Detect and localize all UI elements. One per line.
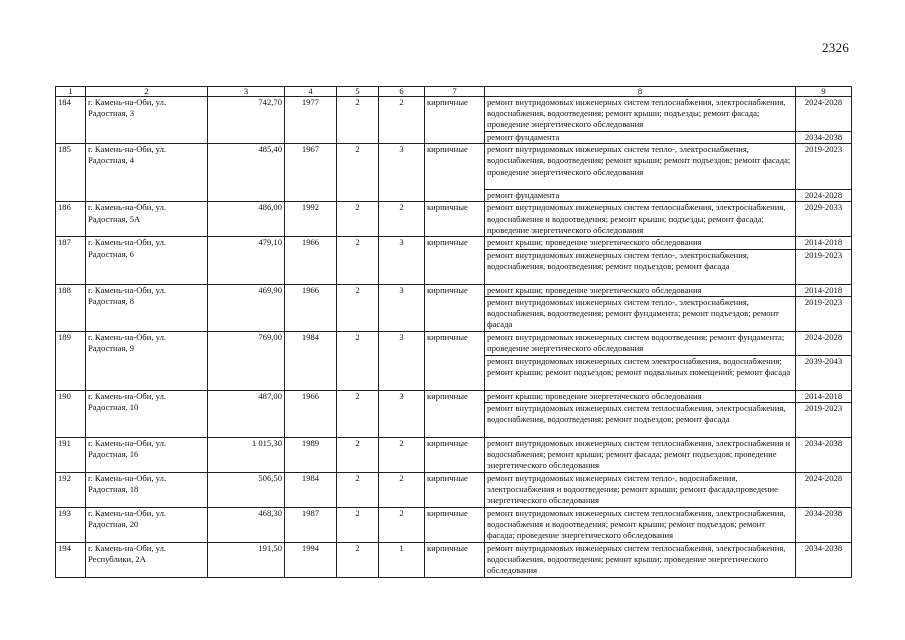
material-cell: кирпичные xyxy=(425,331,485,390)
column-header: 5 xyxy=(337,87,379,97)
row-number: 186 xyxy=(56,202,86,237)
repair-period-cell: 2019-2023 xyxy=(796,296,852,331)
row-number: 187 xyxy=(56,237,86,284)
work-description-cell: ремонт крыши; проведение энергетического обследования xyxy=(485,284,796,296)
table-row xyxy=(56,144,852,190)
entrances-cell: 3 xyxy=(379,284,425,331)
address-cell: г. Камень-на-Оби, ул. Республики, 2А xyxy=(86,543,208,578)
floors-cell: 2 xyxy=(337,438,379,473)
area-cell: 487,00 xyxy=(208,390,285,437)
year-cell: 1984 xyxy=(285,331,337,390)
column-header: 2 xyxy=(86,87,208,97)
floors-cell: 2 xyxy=(337,144,379,202)
year-cell: 1992 xyxy=(285,202,337,237)
repair-period-cell: 2014-2018 xyxy=(796,284,852,296)
year-cell: 1987 xyxy=(285,508,337,543)
work-description-cell: ремонт внутридомовых инженерных систем тепло-, электроснабжения, водоснабжения, водоотведения; ремонт подъездов; ремонт фасада xyxy=(485,249,796,284)
column-header: 9 xyxy=(796,87,852,97)
repair-period-cell: 2014-2018 xyxy=(796,237,852,249)
year-cell: 1966 xyxy=(285,237,337,284)
area-cell: 742,70 xyxy=(208,97,285,144)
work-description-cell: ремонт внутридомовых инженерных систем теплоснабжения, электроснабжения, водоснабжения, водоотведения; ремонт крыши; проведение энергетического обследования xyxy=(485,543,796,578)
table-row xyxy=(56,390,852,402)
address-cell: г. Камень-на-Оби, ул. Радостная, 16 xyxy=(86,438,208,473)
repair-period-cell: 2034-2038 xyxy=(796,543,852,578)
entrances-cell: 2 xyxy=(379,97,425,144)
column-header: 3 xyxy=(208,87,285,97)
work-description-cell: ремонт внутридомовых инженерных систем тепло-, электроснабжения, водоснабжения, водоотведения; ремонт фундамента; ремонт подъездов; ремонт фасада xyxy=(485,296,796,331)
header-row xyxy=(56,87,852,97)
work-description-cell: ремонт внутридомовых инженерных систем водоотведения; ремонт фундамента; проведение энергетического обследования xyxy=(485,331,796,355)
entrances-cell: 1 xyxy=(379,543,425,578)
address-cell: г. Камень-на-Оби, ул. Радостная, 20 xyxy=(86,508,208,543)
row-number: 191 xyxy=(56,438,86,473)
material-cell: кирпичные xyxy=(425,144,485,202)
area-cell: 1 015,30 xyxy=(208,438,285,473)
row-number: 188 xyxy=(56,284,86,331)
repair-period-cell: 2034-2038 xyxy=(796,132,852,144)
page-number: 2326 xyxy=(822,40,850,55)
area-cell: 469,90 xyxy=(208,284,285,331)
table-row xyxy=(56,202,852,237)
year-cell: 1967 xyxy=(285,144,337,202)
floors-cell: 2 xyxy=(337,390,379,437)
repair-period-cell: 2024-2028 xyxy=(796,473,852,508)
column-header: 6 xyxy=(379,87,425,97)
address-cell: г. Камень-на-Оби, ул. Радостная, 6 xyxy=(86,237,208,284)
address-cell: г. Камень-на-Оби, ул. Радостная, 8 xyxy=(86,284,208,331)
repair-period-cell: 2024-2028 xyxy=(796,331,852,355)
material-cell: кирпичные xyxy=(425,508,485,543)
repair-period-cell: 2014-2018 xyxy=(796,390,852,402)
repair-period-cell: 2034-2038 xyxy=(796,508,852,543)
floors-cell: 2 xyxy=(337,331,379,390)
repair-period-cell: 2029-2033 xyxy=(796,202,852,237)
row-number: 194 xyxy=(56,543,86,578)
repair-period-cell: 2034-2038 xyxy=(796,438,852,473)
row-number: 190 xyxy=(56,390,86,437)
year-cell: 1984 xyxy=(285,473,337,508)
address-cell: г. Камень-на-Оби, ул. Радостная, 9 xyxy=(86,331,208,390)
table-row xyxy=(56,331,852,355)
column-header: 4 xyxy=(285,87,337,97)
repair-period-cell: 2039-2043 xyxy=(796,355,852,390)
material-cell: кирпичные xyxy=(425,543,485,578)
row-number: 185 xyxy=(56,144,86,202)
material-cell: кирпичные xyxy=(425,237,485,284)
entrances-cell: 2 xyxy=(379,508,425,543)
repair-period-cell: 2019-2023 xyxy=(796,144,852,190)
table-row xyxy=(56,284,852,296)
housing-repair-table xyxy=(55,86,852,578)
address-cell: г. Камень-на-Оби, ул. Радостная, 10 xyxy=(86,390,208,437)
table-row xyxy=(56,97,852,132)
floors-cell: 2 xyxy=(337,543,379,578)
repair-period-cell: 2019-2023 xyxy=(796,403,852,438)
area-cell: 468,30 xyxy=(208,508,285,543)
column-header: 7 xyxy=(425,87,485,97)
table-body xyxy=(56,97,852,578)
material-cell: кирпичные xyxy=(425,284,485,331)
address-cell: г. Камень-на-Оби, ул. Радостная, 4 xyxy=(86,144,208,202)
row-number: 193 xyxy=(56,508,86,543)
entrances-cell: 3 xyxy=(379,237,425,284)
row-number: 184 xyxy=(56,97,86,144)
repair-period-cell: 2024-2028 xyxy=(796,190,852,202)
table-row xyxy=(56,237,852,249)
work-description-cell: ремонт крыши; проведение энергетического обследования xyxy=(485,390,796,402)
entrances-cell: 2 xyxy=(379,202,425,237)
work-description-cell: ремонт внутридомовых инженерных систем электроснабжения, водоснабжения; ремонт крыши; ремонт подъездов; ремонт подвальных помещений; ремонт фасада xyxy=(485,355,796,390)
material-cell: кирпичные xyxy=(425,97,485,144)
column-header: 1 xyxy=(56,87,86,97)
material-cell: кирпичные xyxy=(425,390,485,437)
area-cell: 486,00 xyxy=(208,202,285,237)
work-description-cell: ремонт внутридомовых инженерных систем теплоснабжения, электроснабжения, водоснабжения и водоотведения; ремонт крыши; подъезды; ремонт фасада; проведение энергетического обследования xyxy=(485,202,796,237)
area-cell: 485,40 xyxy=(208,144,285,202)
repair-period-cell: 2024-2028 xyxy=(796,97,852,132)
column-header: 8 xyxy=(485,87,796,97)
entrances-cell: 2 xyxy=(379,473,425,508)
year-cell: 1994 xyxy=(285,543,337,578)
repair-period-cell: 2019-2023 xyxy=(796,249,852,284)
entrances-cell: 3 xyxy=(379,331,425,390)
floors-cell: 2 xyxy=(337,473,379,508)
address-cell: г. Камень-на-Оби, ул. Радостная, 3 xyxy=(86,97,208,144)
work-description-cell: ремонт внутридомовых инженерных систем теплоснабжения, электроснабжения, водоснабжения и водоотведения; ремонт крыши; ремонт подъездов; ремонт фасада; проведение энергетического обследования xyxy=(485,508,796,543)
material-cell: кирпичные xyxy=(425,202,485,237)
table-row xyxy=(56,508,852,543)
year-cell: 1977 xyxy=(285,97,337,144)
entrances-cell: 2 xyxy=(379,438,425,473)
area-cell: 479,10 xyxy=(208,237,285,284)
work-description-cell: ремонт внутридомовых инженерных систем теплоснабжения, электроснабжения, водоснабжения, водоотведения; ремонт подъездов; ремонт фасада xyxy=(485,403,796,438)
table-row xyxy=(56,543,852,578)
row-number: 192 xyxy=(56,473,86,508)
row-number: 189 xyxy=(56,331,86,390)
table-row xyxy=(56,473,852,508)
material-cell: кирпичные xyxy=(425,438,485,473)
floors-cell: 2 xyxy=(337,97,379,144)
entrances-cell: 3 xyxy=(379,144,425,202)
work-description-cell: ремонт внутридомовых инженерных систем теплоснабжения, электроснабжения и водоснабжения; ремонт крыши; ремонт фасада; ремонт подъездов; проведение энергетического обследования xyxy=(485,438,796,473)
year-cell: 1966 xyxy=(285,284,337,331)
address-cell: г. Камень-на-Оби, ул. Радостная, 18 xyxy=(86,473,208,508)
floors-cell: 2 xyxy=(337,508,379,543)
floors-cell: 2 xyxy=(337,237,379,284)
material-cell: кирпичные xyxy=(425,473,485,508)
year-cell: 1989 xyxy=(285,438,337,473)
area-cell: 769,00 xyxy=(208,331,285,390)
work-description-cell: ремонт внутридомовых инженерных систем теплоснабжения, электроснабжения, водоснабжения, водоотведения; ремонт крыши; подъезды; ремонт фасада; проведение энергетического обследования xyxy=(485,97,796,132)
table-row xyxy=(56,438,852,473)
floors-cell: 2 xyxy=(337,202,379,237)
work-description-cell: ремонт внутридомовых инженерных систем тепло-, электроснабжения, водоснабжения, водоотведения; ремонт крыши; ремонт подъездов; ремонт фасада; проведение энергетического обследования xyxy=(485,144,796,190)
area-cell: 191,50 xyxy=(208,543,285,578)
work-description-cell: ремонт крыши; проведение энергетического обследования xyxy=(485,237,796,249)
floors-cell: 2 xyxy=(337,284,379,331)
year-cell: 1966 xyxy=(285,390,337,437)
work-description-cell: ремонт фундамента xyxy=(485,190,796,202)
work-description-cell: ремонт внутридомовых инженерных систем тепло-, водоснабжения, электроснабжения и водоотведения; ремонт крыши; ремонт фасада,проведение энергетического обследования xyxy=(485,473,796,508)
entrances-cell: 3 xyxy=(379,390,425,437)
work-description-cell: ремонт фундамента xyxy=(485,132,796,144)
area-cell: 506,50 xyxy=(208,473,285,508)
address-cell: г. Камень-на-Оби, ул. Радостная, 5А xyxy=(86,202,208,237)
